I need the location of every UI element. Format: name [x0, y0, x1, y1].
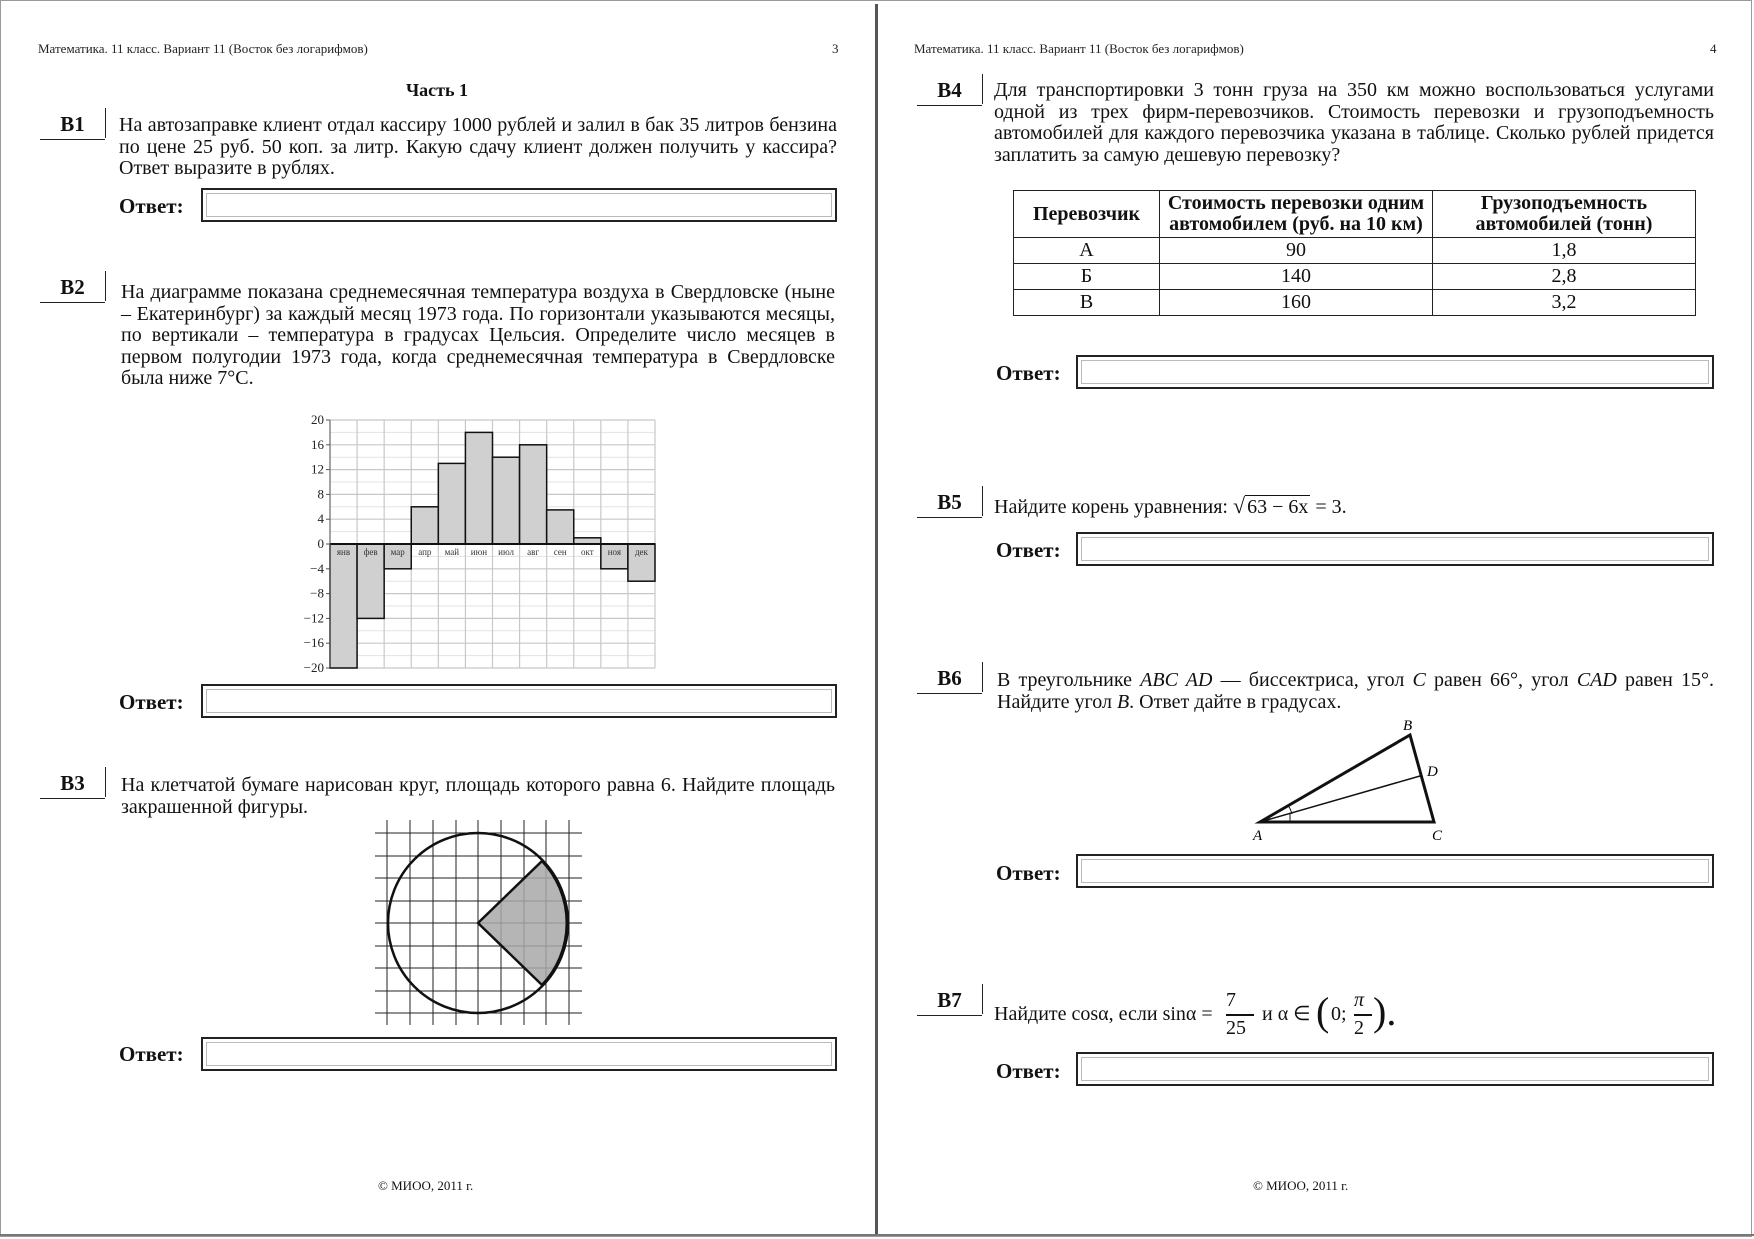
- answer-label-b2: Ответ:: [119, 690, 184, 714]
- radicand: 63 − 6x: [1247, 496, 1309, 518]
- interval-numerator: π: [1354, 989, 1365, 1011]
- x-tick-label: апр: [418, 547, 432, 557]
- bisector-ad: [1260, 776, 1420, 822]
- question-label-b4: B4: [917, 78, 982, 106]
- question-text-b2: На диаграмме показана среднемесячная температура воздуха в Свердловске (ныне – Екатеринбург) за каждый месяц 1973 года. По горизонтали указываются месяцы, по вертикали – температура в градусах Цельсия. Определите число месяцев в первом полугодии 1973 года, когда среднемесячная температура в Свердловске была ниже 7°C.: [121, 281, 835, 389]
- part-title: Часть 1: [405, 80, 469, 100]
- answer-field-b4[interactable]: [1076, 355, 1714, 389]
- answer-field-b2[interactable]: [201, 684, 837, 718]
- circle-grid-figure: [370, 820, 590, 1030]
- x-tick-label: авг: [527, 547, 540, 557]
- vertex-label-a: A: [1253, 828, 1263, 844]
- fraction-denominator: 25: [1226, 1017, 1246, 1039]
- page-divider: [875, 4, 878, 1234]
- b7-prefix: Найдите cosα, если sinα =: [994, 1003, 1213, 1025]
- table-cell: А: [1014, 238, 1160, 264]
- x-tick-label: май: [444, 547, 460, 557]
- question-text-b5: [994, 495, 1714, 519]
- fraction-bar: [1226, 1014, 1254, 1016]
- y-tick-label: 8: [317, 486, 324, 502]
- table-row: [1014, 264, 1696, 290]
- y-tick-label: −20: [303, 660, 324, 675]
- page-number: 3: [832, 41, 839, 56]
- carriers-table: [1013, 190, 1696, 316]
- x-tick-label: фев: [363, 547, 378, 557]
- question-label-b1: B1: [40, 112, 105, 140]
- running-title: Математика. 11 класс. Вариант 11 (Восток без логарифмов): [38, 41, 368, 56]
- y-tick-label: 12: [311, 461, 324, 477]
- answer-label-b7: Ответ:: [996, 1059, 1061, 1083]
- b6-angle-b: B: [1116, 690, 1130, 713]
- question-text-b7: [994, 990, 1714, 1040]
- bar-май: [438, 463, 465, 544]
- running-title: Математика. 11 класс. Вариант 11 (Восток без логарифмов): [914, 41, 1244, 56]
- question-label-b3: B3: [40, 771, 105, 799]
- b6-angle-cad: CAD: [1576, 669, 1617, 691]
- footer-copyright: © МИОО, 2011 г.: [1253, 1178, 1349, 1193]
- right-paren: ).: [1373, 989, 1397, 1034]
- question-text-b6: [997, 670, 1714, 713]
- vertex-label-b: B: [1403, 718, 1413, 734]
- sqrt-sign: √: [1232, 493, 1246, 518]
- answer-label-b6: Ответ:: [996, 861, 1061, 885]
- vertex-label-d: D: [1427, 764, 1438, 780]
- y-tick-label: −4: [310, 560, 324, 576]
- triangle-abc: [1260, 735, 1434, 822]
- table-row: [1014, 238, 1696, 264]
- x-tick-label: ноя: [607, 547, 622, 557]
- table-header-row: [1014, 191, 1696, 238]
- y-tick-label: 0: [317, 536, 324, 551]
- column-header: Перевозчик: [1014, 191, 1160, 238]
- table-cell: Б: [1014, 264, 1160, 290]
- temperature-bar-chart: [290, 410, 670, 675]
- y-tick-label: 4: [317, 511, 324, 527]
- table-row: [1014, 290, 1696, 316]
- b6-triangle: ABC AD: [1140, 669, 1213, 691]
- table-cell: 1,8: [1433, 238, 1696, 264]
- table-cell: 90: [1160, 238, 1433, 264]
- b5-rhs: = 3.: [1310, 496, 1347, 518]
- answer-label-b1: Ответ:: [119, 194, 184, 218]
- page-number: 4: [1710, 41, 1717, 56]
- b6-text: равен 15°. Найдите угол: [997, 669, 1715, 713]
- b6-text: равен 66°, угол: [1425, 669, 1577, 691]
- footer-copyright: © МИОО, 2011 г.: [378, 1178, 474, 1193]
- x-tick-label: июн: [470, 547, 488, 557]
- x-tick-label: июл: [498, 547, 514, 557]
- table-cell: В: [1014, 290, 1160, 316]
- table-cell: 3,2: [1433, 290, 1696, 316]
- y-tick-label: −12: [303, 610, 324, 626]
- b6-text: — биссектриса, угол: [1212, 669, 1413, 691]
- question-label-b7: B7: [917, 988, 982, 1016]
- b6-angle-c: C: [1412, 669, 1426, 691]
- column-header: Стоимость перевозки одним автомобилем (руб. на 10 км): [1160, 191, 1433, 238]
- bar-сен: [547, 510, 574, 544]
- question-label-b6: B6: [917, 666, 982, 694]
- triangle-figure: [1240, 710, 1480, 845]
- bar-апр: [411, 507, 438, 544]
- x-tick-label: мар: [390, 547, 405, 557]
- column-header: Грузоподъемность автомобилей (тонн): [1433, 191, 1696, 238]
- question-label-b2: B2: [40, 275, 105, 303]
- x-tick-label: янв: [336, 547, 351, 557]
- answer-field-b3[interactable]: [201, 1037, 837, 1071]
- answer-label-b5: Ответ:: [996, 538, 1061, 562]
- interval-left: 0;: [1331, 1003, 1347, 1025]
- vertex-label-c: C: [1432, 828, 1443, 844]
- bar-июн: [465, 432, 492, 544]
- y-tick-label: 16: [311, 436, 324, 452]
- answer-field-b5[interactable]: [1076, 532, 1714, 566]
- table-cell: 2,8: [1433, 264, 1696, 290]
- page-3: [0, 0, 874, 1239]
- bar-июл: [493, 457, 520, 544]
- page-4: [880, 0, 1754, 1239]
- shaded-sector: [478, 861, 567, 985]
- x-tick-label: сен: [553, 547, 567, 557]
- b6-text: . Ответ дайте в градусах.: [1129, 690, 1342, 713]
- question-text-b4: Для транспортировки 3 тонн груза на 350 км можно воспользоваться услугами одной из трех фирм-перевозчиков. Стоимость перевозки и грузоподъемность автомобилей для каждого перевозчика указана в таблице. Сколько рублей придется заплатить за самую дешевую перевозку?: [994, 79, 1714, 166]
- answer-field-b6[interactable]: [1076, 854, 1714, 888]
- left-paren: (: [1316, 989, 1330, 1034]
- question-text-b1: На автозаправке клиент отдал кассиру 1000 рублей и залил в бак 35 литров бензина по цене 25 руб. 50 коп. за литр. Какую сдачу клиент должен получить у кассира? Ответ выразите в рублях.: [119, 114, 837, 179]
- y-tick-label: −8: [310, 585, 324, 601]
- x-tick-label: дек: [634, 547, 648, 557]
- bar-янв: [330, 544, 357, 668]
- y-tick-label: 20: [311, 412, 324, 427]
- answer-label-b3: Ответ:: [119, 1042, 184, 1066]
- bar-авг: [520, 445, 547, 544]
- b5-prefix: Найдите корень уравнения:: [994, 496, 1228, 518]
- question-label-b5: B5: [917, 490, 982, 518]
- interval-fraction-bar: [1354, 1014, 1372, 1016]
- answer-field-b1[interactable]: [201, 188, 837, 222]
- question-text-b3: На клетчатой бумаге нарисован круг, площадь которого равна 6. Найдите площадь закрашенной фигуры.: [121, 774, 835, 818]
- fraction-numerator: 7: [1226, 989, 1236, 1011]
- b6-text: В треугольнике: [997, 669, 1141, 691]
- answer-field-b7[interactable]: [1076, 1052, 1714, 1086]
- table-cell: 140: [1160, 264, 1433, 290]
- y-tick-label: −16: [303, 635, 324, 651]
- table-cell: 160: [1160, 290, 1433, 316]
- interval-denominator: 2: [1354, 1017, 1364, 1039]
- b7-condition: и α ∈: [1262, 1003, 1311, 1025]
- answer-label-b4: Ответ:: [996, 361, 1061, 385]
- x-tick-label: окт: [580, 547, 594, 557]
